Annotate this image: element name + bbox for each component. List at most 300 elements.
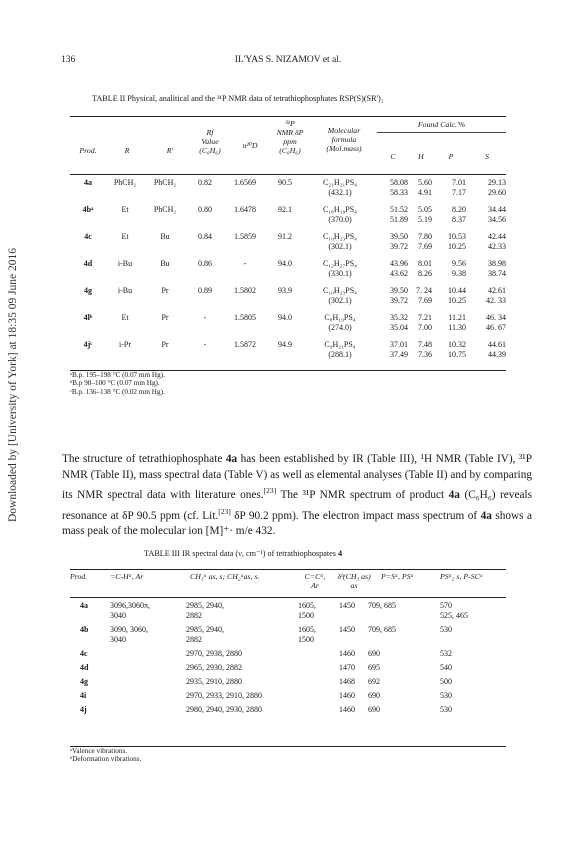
table-row-calc [70, 323, 506, 340]
t2-h-p: P [448, 152, 454, 161]
t3-delta: 1460 [339, 649, 355, 658]
t2-empty [266, 323, 304, 340]
t2-ppm: 92.1 [278, 205, 292, 214]
t2-nd: 1.5859 [234, 232, 256, 241]
t2-r: i-Bu [117, 286, 133, 295]
t2-rf: 0.89 [198, 286, 212, 295]
t2-h-nmr-1: ³¹P [285, 119, 295, 128]
t2-empty [224, 350, 266, 367]
t2-r: Et [121, 205, 129, 214]
t2-ppm: 93.9 [278, 286, 292, 295]
t3-ch: 3096,3060π, [110, 601, 151, 610]
t3-ch3: 2970, 2933, 2910, 2880 [186, 691, 262, 700]
t2-empty [106, 215, 144, 232]
body-text-3: The ³¹P NMR spectrum of product [276, 488, 449, 501]
t2-ppm: 94.0 [278, 313, 292, 322]
t2-calc-h: 7.69 [418, 242, 432, 251]
body-text-2: has been established by IR (Table III), ¹H NMR (Table IV), ³¹P NMR (Table II), mass spectral data (Table V) as well as elemental analyses (Table II) and by comparing its NMR spectral data with literature ones. [62, 453, 532, 501]
t2-mass: (274.0) [328, 323, 352, 332]
t3-ps: 692 [368, 677, 380, 686]
t3-ps: 695 [368, 663, 380, 672]
t2-empty [224, 242, 266, 259]
t2-footnote-a: ᵃB.p. 195–198 °C (0.07 mm Hg). [70, 371, 165, 379]
t3-ch-2: 3040 [110, 611, 126, 620]
body-paragraph [62, 452, 532, 540]
table-row [70, 649, 506, 663]
t3-cc [298, 649, 326, 663]
t2-formula: C₉H₂₁PS₄ [324, 340, 356, 349]
t2-r: i-Pr [119, 340, 131, 349]
t2-mass: (302.1) [328, 296, 352, 305]
t2-empty [186, 215, 224, 232]
t2-h-nmr-2: NMR δP [276, 128, 304, 137]
t2-calc-p: 10.25 [448, 242, 466, 251]
t2-h-formula-3: (Mol.mass) [326, 144, 362, 153]
t2-h-formula-1: Molecular [327, 126, 361, 135]
t3-h-cc-2: Ar [311, 581, 319, 590]
table-row [70, 232, 506, 242]
t2-empty [144, 242, 186, 259]
t3-ps: 690 [368, 649, 380, 658]
t2-rp: Pr [161, 340, 169, 349]
t2-prod: 4d [83, 259, 93, 268]
table-row [70, 205, 506, 215]
table-row-calc [70, 215, 506, 232]
t3-ps2: 530 [440, 705, 452, 714]
t3-ps2: 540 [440, 663, 452, 672]
t2-found-s: 44.61 [488, 340, 506, 349]
t2-empty [224, 215, 266, 232]
t2-calc-p: 10.75 [448, 350, 466, 359]
t3-cc: 1605, [298, 601, 316, 610]
table2-body [70, 178, 506, 367]
t2-nd: 1.5805 [234, 313, 256, 322]
table-row [70, 340, 506, 350]
t2-empty [266, 242, 304, 259]
t3-prod: 4g [80, 677, 88, 686]
t3-empty [70, 635, 110, 649]
t2-found-c: 39.50 [390, 286, 408, 295]
download-watermark-text: Downloaded by [University of York] at 18:35 09 June 2016 [7, 247, 19, 523]
t2-ppm: 94.0 [278, 259, 292, 268]
t3-prod: 4d [80, 663, 89, 672]
t3-h-cc-1: C=Cᵃ, [304, 572, 326, 581]
t3-delta: 1468 [339, 677, 355, 686]
table-row [70, 313, 506, 323]
t3-empty [326, 611, 368, 625]
t2-empty [106, 296, 144, 313]
t2-empty [266, 215, 304, 232]
t2-footnote-b: ᵇB.p 98–100 °C (0.07 mm Hg). [70, 379, 160, 388]
t2-rf: - [203, 313, 207, 322]
t2-empty [70, 323, 106, 340]
t2-empty [70, 215, 106, 232]
t2-h-formula [312, 126, 376, 153]
t2-empty [70, 350, 106, 367]
t2-rp: Pr [161, 313, 169, 322]
t3-ch [110, 649, 186, 663]
t2-formula: C₁₀H₂₃PS₄ [323, 286, 357, 295]
t2-calc-c: 58.33 [390, 188, 408, 197]
t2-calc-c: 39.72 [390, 242, 408, 251]
body-text-4: (C₆H₆) reveals resonance at δP 90.5 ppm (cf. Lit. [62, 488, 533, 522]
t2-nd: - [243, 259, 247, 268]
t2-found-c: 37.01 [390, 340, 408, 349]
t2-h-nmr-4: (C₆H₆) [279, 146, 301, 155]
t2-rp: Bu [160, 232, 170, 241]
table-row-cont [70, 611, 506, 625]
table3-body [70, 601, 506, 719]
table-row-calc [70, 296, 506, 313]
t2-h-found: Found Calc.'% [417, 120, 466, 129]
table-row [70, 625, 506, 635]
t2-empty [266, 188, 304, 205]
t3-ps2: 570 [440, 601, 452, 610]
t2-empty [106, 269, 144, 286]
t2-formula: C₁₀H₂₃PS₄ [323, 232, 357, 241]
t3-ch3: 2980, 2940, 2930, 2880 [186, 705, 262, 714]
t2-empty [70, 296, 106, 313]
t2-calc-p: 9.38 [452, 269, 466, 278]
body-text-1: The structure of tetrathiophosphate [62, 453, 226, 465]
t2-h-c: C [390, 152, 396, 161]
t2-empty [144, 269, 186, 286]
compound-ref-4a-1: 4a [225, 453, 238, 465]
t2-calc-p: 10.25 [448, 296, 466, 305]
t2-found-p: 8.20 [452, 205, 466, 214]
t2-rf: 0.86 [198, 259, 212, 268]
t2-prod: 4jᶜ [83, 340, 93, 349]
t3-h-delta-1: δᵇ(CH₃ as) [337, 572, 371, 581]
t2-mass: (432.1) [328, 188, 352, 197]
t2-calc-h: 7.00 [418, 323, 432, 332]
t2-prod: 4lᵇ [83, 313, 93, 322]
table2-header-rule [70, 174, 506, 175]
t2-found-c: 39.50 [390, 232, 408, 241]
table-row [70, 705, 506, 719]
t2-mass: (288.1) [328, 350, 352, 359]
t2-calc-c: 51.89 [390, 215, 408, 224]
t2-calc-s: 44.39 [488, 350, 506, 359]
t2-found-c: 43.96 [390, 259, 408, 268]
t2-h-prod: Prod. [79, 146, 97, 155]
t2-h-nmr-3: ppm [283, 137, 297, 146]
t3-h-cc [302, 572, 328, 590]
t3-prod: 4i [80, 691, 87, 700]
t2-prod: 4g [84, 286, 92, 295]
t3-ps2: 532 [440, 649, 452, 658]
citation-23-1: [23] [263, 486, 277, 496]
table2-footnotes [70, 371, 165, 396]
t2-rp: PhCH₂ [153, 205, 177, 214]
t2-found-h: 5.05 [418, 205, 432, 214]
t2-found-p: 11.21 [448, 313, 466, 322]
t3-ch3: 2935, 2910, 2880 [186, 677, 242, 686]
table2-found-rule [377, 132, 506, 133]
t2-h-rf [188, 128, 232, 155]
t3-empty [368, 635, 440, 649]
t2-found-h: 7. 24 [416, 286, 432, 295]
t3-cc [298, 663, 326, 677]
t2-rp: PhCH₂ [153, 178, 177, 187]
t2-empty [186, 269, 224, 286]
t3-ps2: 500 [440, 677, 452, 686]
t2-mass: (302.1) [328, 242, 352, 251]
t2-empty [106, 323, 144, 340]
t2-r: i-Bu [117, 259, 133, 268]
t2-found-s: 42.61 [488, 286, 506, 295]
table-row-calc [70, 242, 506, 259]
t3-delta: 1470 [339, 663, 355, 672]
table3-caption-text: TABLE III IR spectral data (ν, cm⁻¹) of tetrathiophospates [144, 549, 338, 558]
t2-h-h: H [418, 152, 424, 161]
t2-formula: C₁₆H₁₉PS₄ [323, 205, 357, 214]
t3-delta: 1460 [339, 691, 355, 700]
t3-delta: 1450 [339, 601, 355, 610]
t2-h-nmr [268, 119, 312, 155]
t2-found-p: 7.01 [452, 178, 466, 187]
t2-calc-s: 46. 67 [486, 323, 506, 332]
t2-calc-p: 7.17 [452, 188, 466, 197]
t2-found-p: 10.44 [448, 286, 466, 295]
t2-r: PhCH₂ [113, 178, 137, 187]
t2-rf: 0.80 [198, 205, 212, 214]
t2-footnote-c: ᶜB.p. 136–138 °C (0.02 mm Hg). [70, 387, 165, 396]
table3-top-rule [70, 569, 506, 570]
running-head: IL'YAS S. NIZAMOV et al. [234, 55, 342, 65]
t3-delta: 1450 [339, 625, 355, 634]
t2-mass: (370.0) [328, 215, 352, 224]
t3-empty [70, 611, 110, 625]
t2-empty [144, 296, 186, 313]
t2-calc-c: 43.62 [390, 269, 408, 278]
t2-h-r: R [124, 146, 130, 155]
t3-prod: 4a [80, 601, 88, 610]
t2-empty [70, 188, 106, 205]
t2-prod: 4a [84, 178, 92, 187]
t2-h-formula-2: formula [331, 135, 357, 144]
t2-prod: 4c [84, 232, 92, 241]
t3-ch3: 2985, 2940, [186, 625, 224, 634]
t2-calc-s: 42. 33 [486, 296, 506, 305]
t2-found-s: 34.44 [488, 205, 506, 214]
table-row [70, 677, 506, 691]
download-watermark [0, 150, 26, 620]
t2-empty [266, 296, 304, 313]
t2-empty [266, 350, 304, 367]
t2-nd: 1.6478 [234, 205, 256, 214]
t2-empty [186, 296, 224, 313]
t2-found-s: 46. 34 [486, 313, 506, 322]
t2-empty [70, 269, 106, 286]
t3-ch [110, 663, 186, 677]
body-text-6: shows a mass peak of the molecular ion [M]⁺· m/e 432. [62, 509, 532, 537]
t3-ch: 3090, 3060, [110, 625, 148, 634]
table-row-calc [70, 188, 506, 205]
t2-found-h: 7.80 [418, 232, 432, 241]
t2-found-p: 9.56 [452, 259, 466, 268]
table-row [70, 601, 506, 611]
t2-rf: 0.84 [198, 232, 212, 241]
t3-ch [110, 705, 186, 719]
table-row [70, 663, 506, 677]
t2-h-rf-3: (C₆H₆) [199, 146, 221, 155]
t2-empty [186, 323, 224, 340]
t2-r: Et [121, 313, 129, 322]
t2-nd: 1.5802 [234, 286, 256, 295]
t3-cc-2: 1500 [298, 635, 314, 644]
t2-found-h: 7.48 [418, 340, 432, 349]
t3-h-delta-2: as [350, 581, 358, 590]
t2-empty [224, 188, 266, 205]
t2-empty [186, 188, 224, 205]
t2-found-p: 10.32 [448, 340, 466, 349]
t2-empty [186, 350, 224, 367]
t2-calc-h: 7.69 [418, 296, 432, 305]
t3-h-ps: P=Sᵃ, PSᵃ [381, 572, 414, 581]
t2-empty [266, 269, 304, 286]
t2-ppm: 91.2 [278, 232, 292, 241]
t2-mass: (330.1) [328, 269, 352, 278]
t2-calc-c: 37.49 [390, 350, 408, 359]
table2-caption: TABLE II Physical, analitical and the ³¹P NMR data of tetrathiophosphates RSP(S)(SR')₂ [92, 94, 384, 103]
t2-h-s: S [485, 152, 489, 161]
t2-calc-h: 4.91 [418, 188, 432, 197]
t3-ps2-2: 525, 465 [440, 611, 468, 620]
t2-calc-p: 11.30 [448, 323, 466, 332]
t2-r: Et [121, 232, 129, 241]
table-row [70, 691, 506, 705]
t3-ch [110, 691, 186, 705]
t3-prod: 4j [80, 705, 87, 714]
t3-ps2: 530 [440, 625, 452, 634]
t2-empty [106, 188, 144, 205]
t2-h-rf-2: Value [201, 137, 219, 146]
t2-rf: - [203, 340, 207, 349]
t3-footnote-b: ᵇDeformation vibrations. [70, 755, 142, 764]
t3-footnote-a: ᵃValence vibrations. [70, 747, 128, 755]
t3-cc [298, 705, 326, 719]
t3-ch3-2: 2882 [186, 635, 202, 644]
compound-ref-4a-3: 4a [480, 509, 492, 522]
t2-calc-h: 5.19 [418, 215, 432, 224]
t2-formula: C₂₁H₂₁PS₄ [323, 178, 357, 187]
table-row [70, 178, 506, 188]
t3-ps2: 530 [440, 691, 452, 700]
t2-prod: 4bᵃ [82, 205, 94, 214]
t2-empty [144, 215, 186, 232]
t3-h-delta [328, 572, 380, 590]
t3-h-ch3: CH₃ᵃ as, s; CH₂ᵃas, s. [190, 572, 260, 581]
t2-h-nd: n²⁰D [242, 141, 258, 150]
t2-empty [224, 323, 266, 340]
table-row-cont [70, 635, 506, 649]
t2-found-h: 7.21 [418, 313, 432, 322]
t2-found-c: 58.08 [390, 178, 408, 187]
t3-h-ps2: PSᵃ₂ s, P-SCᵃ [440, 572, 483, 581]
t2-found-c: 51.52 [390, 205, 408, 214]
t3-ps: 690 [368, 705, 380, 714]
t2-h-rp: R' [166, 146, 174, 155]
t2-calc-c: 35.04 [390, 323, 408, 332]
t2-calc-s: 38.74 [488, 269, 506, 278]
t3-prod: 4b [80, 625, 89, 634]
t3-ps: 690 [368, 691, 380, 700]
t3-ps: 709, 685 [368, 601, 396, 610]
table-row-calc [70, 350, 506, 367]
t2-found-s: 38.98 [488, 259, 506, 268]
t3-cc: 1605, [298, 625, 316, 634]
t3-cc [298, 677, 326, 691]
table3-caption-compound: 4 [337, 549, 343, 558]
t2-found-p: 10.53 [448, 232, 466, 241]
t2-found-h: 8.01 [418, 259, 432, 268]
t2-found-s: 29.13 [488, 178, 506, 187]
t3-empty [368, 611, 440, 625]
t2-empty [186, 242, 224, 259]
table-row [70, 286, 506, 296]
t2-calc-h: 8.26 [418, 269, 432, 278]
t3-ps: 709, 685 [368, 625, 396, 634]
t2-calc-p: 8.37 [452, 215, 466, 224]
t2-nd: 1.5872 [234, 340, 256, 349]
t2-empty [144, 188, 186, 205]
table3-footnotes [70, 747, 141, 764]
table-row [70, 259, 506, 269]
t2-calc-s: 29.60 [488, 188, 506, 197]
t2-calc-s: 34.56 [488, 215, 506, 224]
t3-ch3-2: 2882 [186, 611, 202, 620]
t2-ppm: 90.5 [278, 178, 292, 187]
t2-found-c: 35.32 [390, 313, 408, 322]
t2-calc-s: 42.33 [488, 242, 506, 251]
t3-ps2-2 [440, 635, 506, 649]
t2-empty [106, 242, 144, 259]
table3-header-rule [70, 597, 506, 598]
t3-h-prod: Prod. [70, 572, 88, 581]
t2-empty [144, 350, 186, 367]
t2-rf: 0.82 [198, 178, 212, 187]
t2-formula: C₁₂H₂₇PS₄ [323, 259, 357, 268]
t3-prod: 4c [80, 649, 88, 658]
t2-empty [224, 296, 266, 313]
t2-rp: Bu [160, 259, 170, 268]
citation-23-2: [23] [218, 506, 231, 516]
t2-empty [224, 269, 266, 286]
t2-empty [70, 242, 106, 259]
t2-formula: C₈H₁₉PS₄ [324, 313, 356, 322]
t2-calc-c: 39.72 [390, 296, 408, 305]
t3-ch [110, 677, 186, 691]
t2-ppm: 94.9 [278, 340, 292, 349]
t3-cc [298, 691, 326, 705]
t2-empty [144, 323, 186, 340]
t3-ch3: 2985, 2940, [186, 601, 224, 610]
t3-ch3: 2965, 2930, 2882 [186, 663, 242, 672]
t3-cc-2: 1500 [298, 611, 314, 620]
t2-nd: 1.6569 [234, 178, 256, 187]
t2-rp: Pr [161, 286, 169, 295]
t3-ch-2: 3040 [110, 635, 126, 644]
table3-caption [144, 548, 342, 558]
t3-empty [326, 635, 368, 649]
table2-top-rule [70, 116, 506, 117]
compound-ref-4a-2: 4a [448, 488, 460, 501]
t3-ch3: 2970, 2938, 2880 [186, 649, 242, 658]
t2-found-s: 42.44 [488, 232, 506, 241]
page-number: 136 [61, 55, 76, 65]
body-text-5: δP 90.2 ppm). The electron impact mass spectrum of [230, 509, 481, 522]
